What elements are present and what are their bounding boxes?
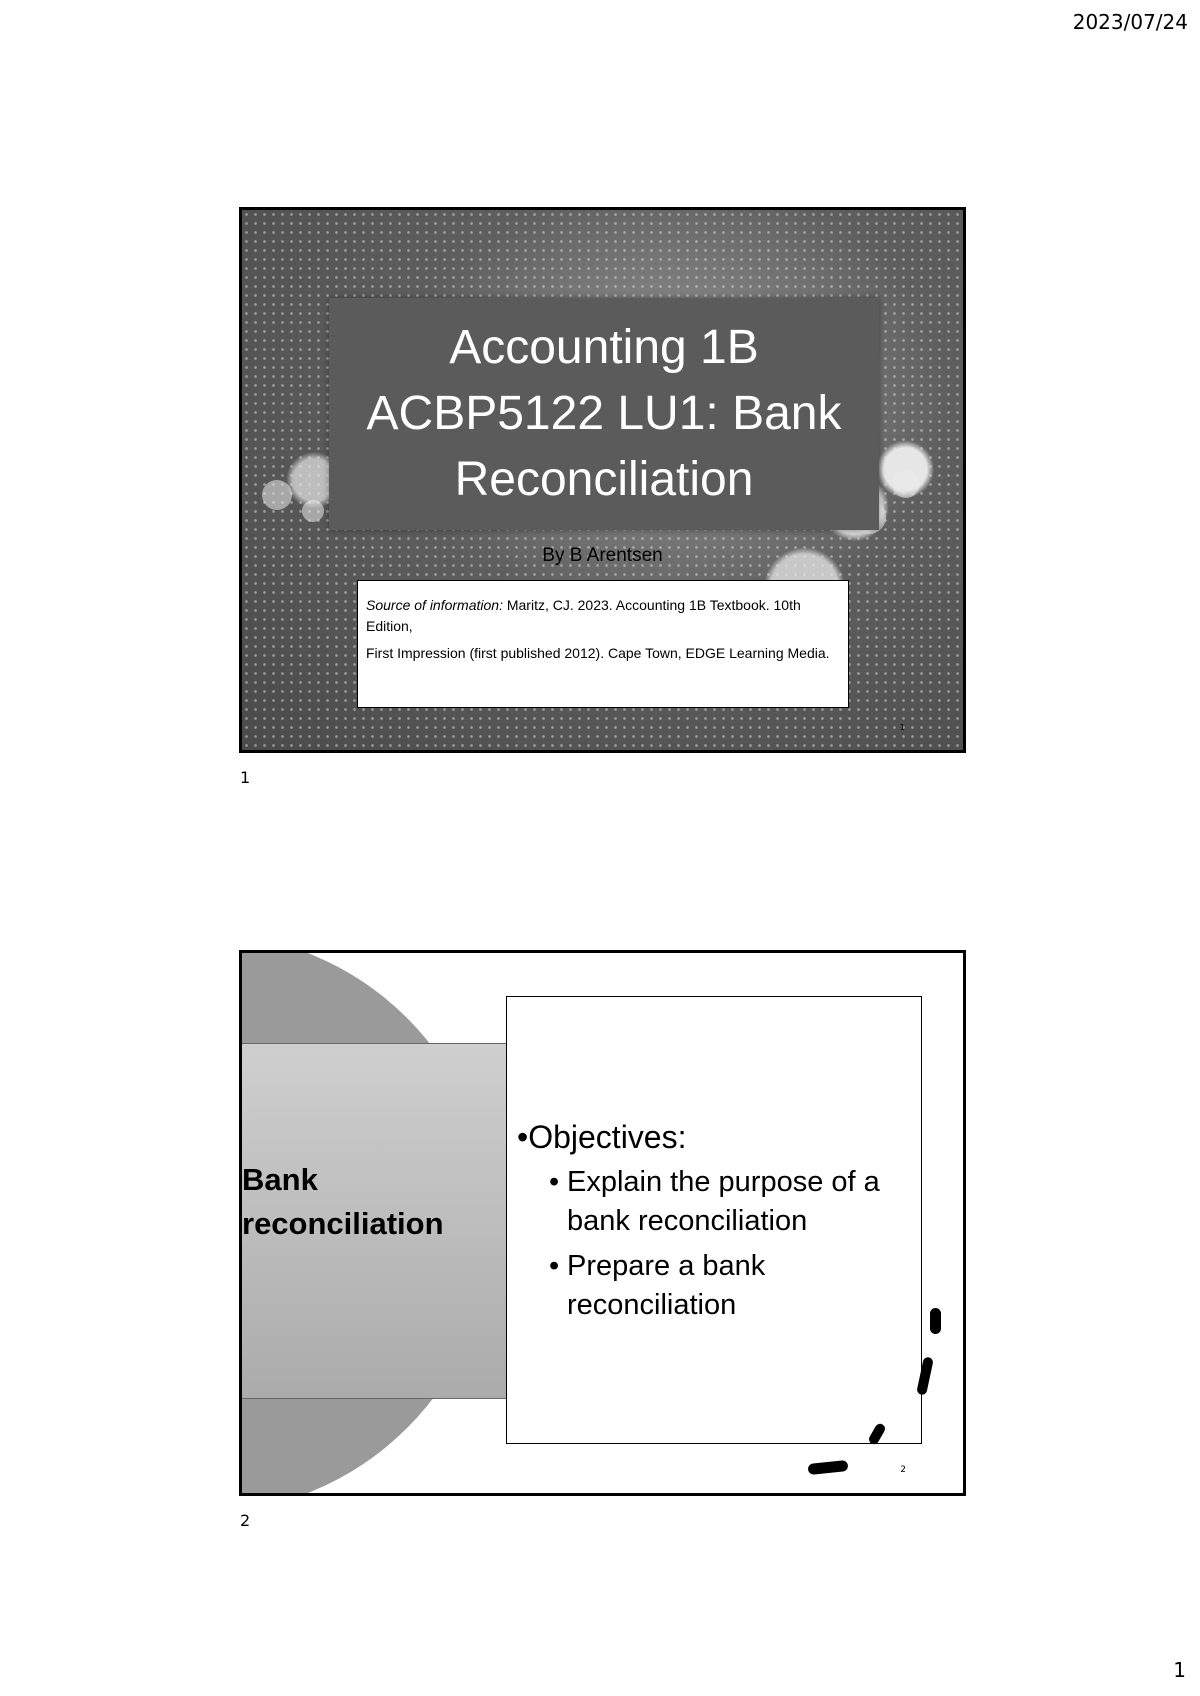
slide-1 [239, 207, 966, 753]
print-date: 2023/07/24 [1072, 10, 1188, 34]
slide-2 [239, 950, 966, 1496]
handwritten-mark [930, 1308, 941, 1334]
bokeh-light [892, 470, 920, 498]
objectives-list [517, 1163, 911, 1325]
source-box [357, 580, 849, 708]
slide-title: Accounting 1B ACBP5122 LU1: Bank Reconciliation [366, 321, 842, 506]
slide-index-label: 2 [240, 1511, 251, 1530]
slide-index-label: 1 [240, 768, 251, 787]
list-item: • Explain the purpose of a bank reconciliation [517, 1163, 911, 1241]
objectives-box [506, 996, 922, 1444]
slide-number: 1 [899, 723, 905, 732]
list-item: • Prepare a bank reconciliation [517, 1247, 911, 1325]
objectives-heading: •Objectives: [517, 1119, 687, 1155]
source-line-2: First Impression (first published 2012). Cape Town, EDGE Learning Media. [366, 645, 830, 661]
section-title: Bank reconciliation [242, 1162, 444, 1241]
slide-number: 2 [900, 1465, 906, 1475]
author: By B Arentsen [542, 545, 663, 566]
source-citation: Maritz, CJ. 2023. Accounting 1B Textbook. 10th Edition, [366, 597, 801, 634]
handwritten-mark [808, 1460, 849, 1475]
slide-title-box [329, 298, 879, 530]
bokeh-light [262, 480, 292, 510]
page-number: 1 [1173, 1658, 1186, 1682]
source-line-1 [366, 595, 840, 637]
bokeh-light [302, 500, 324, 522]
source-label: Source of information: [366, 597, 503, 613]
